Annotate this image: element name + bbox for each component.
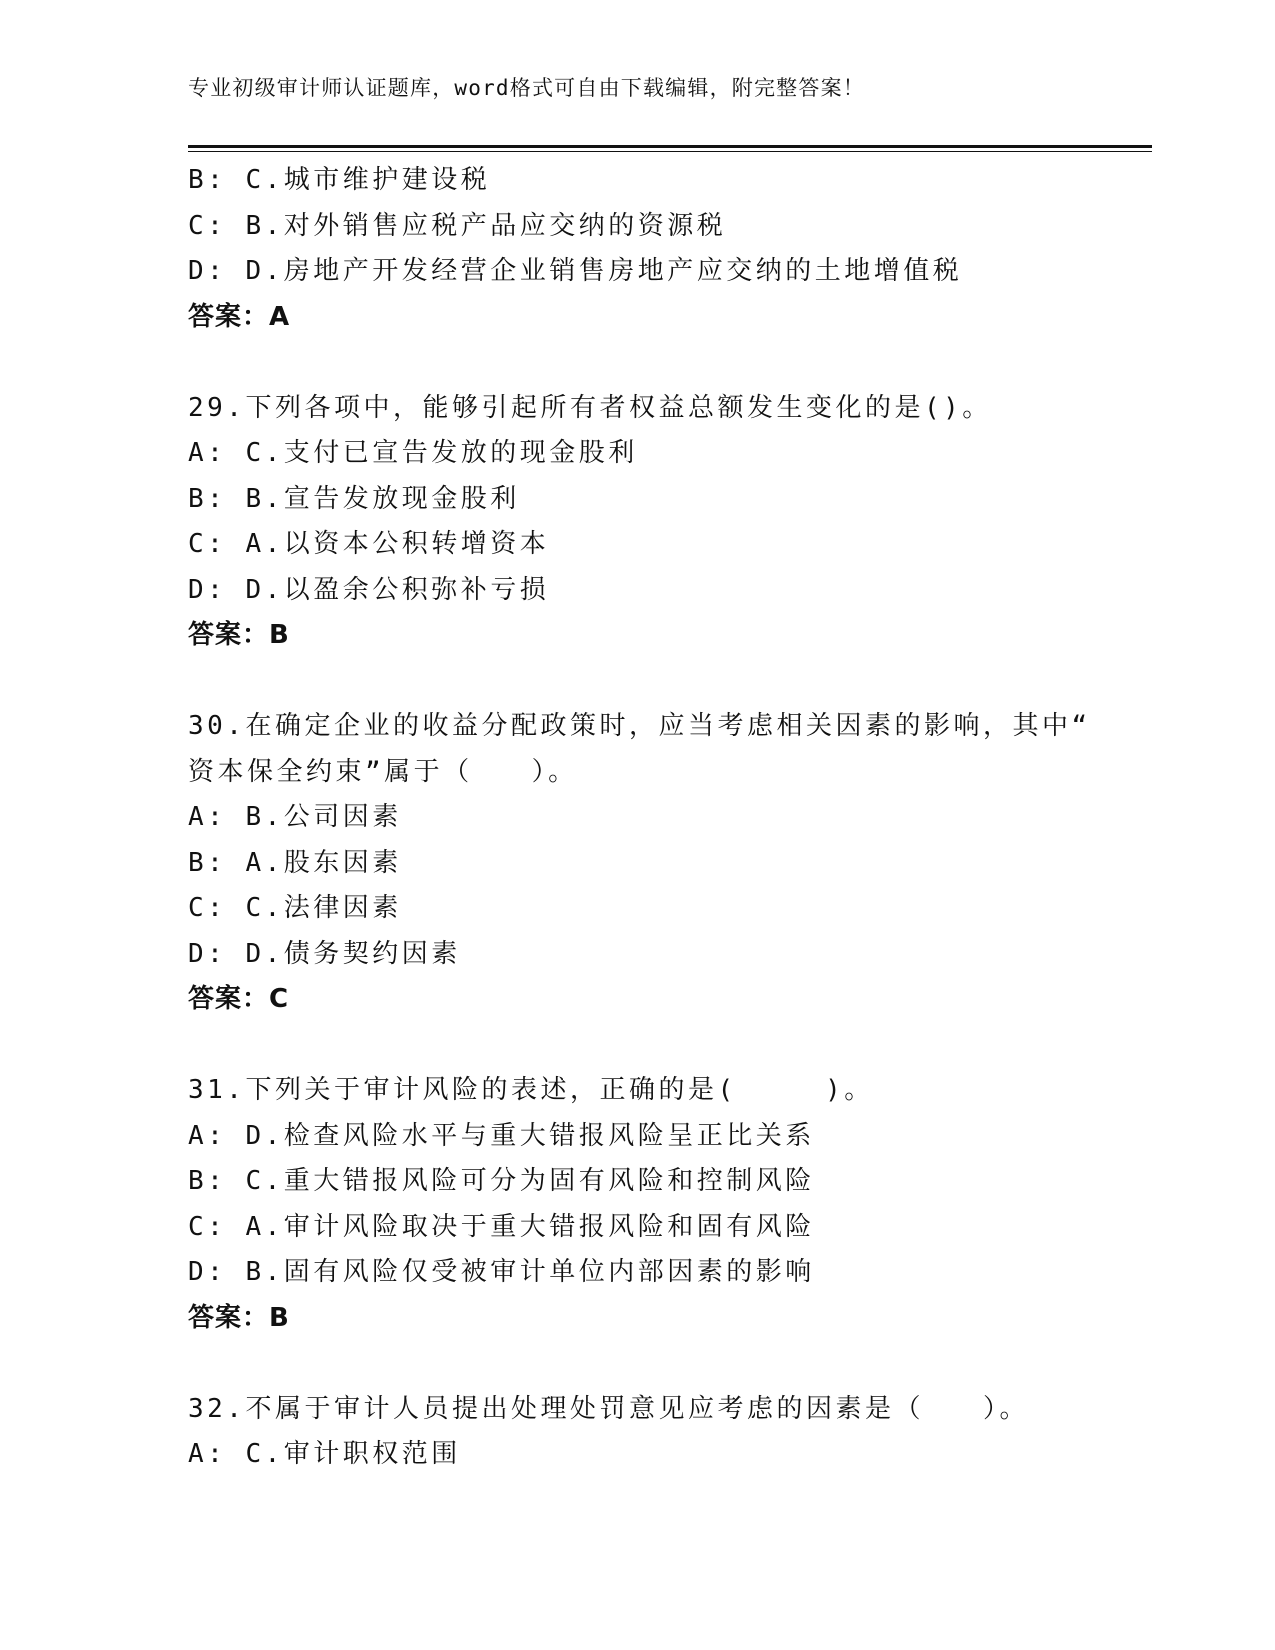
option-c: C: C.法律因素	[188, 893, 402, 923]
prev-question-block	[188, 158, 1152, 340]
option-d: D: B.固有风险仅受被审计单位内部因素的影响	[188, 1257, 815, 1287]
question-31	[188, 1068, 1152, 1341]
page-header: 专业初级审计师认证题库，word格式可自由下载编辑，附完整答案！	[188, 76, 865, 100]
document-body	[188, 158, 1152, 1478]
answer-line: 答案：A	[188, 301, 291, 332]
option-c: C: A.审计风险取决于重大错报风险和固有风险	[188, 1211, 815, 1242]
answer-line: 答案：B	[188, 620, 290, 650]
option-d: D: D.房地产开发经营企业销售房地产应交纳的土地增值税	[188, 256, 963, 286]
question-stem-line-2: 资本保全约束”属于（ ）。	[188, 756, 578, 787]
option-b: B: B.宣告发放现金股利	[188, 483, 520, 514]
question-32	[188, 1387, 1152, 1478]
option-b: B: C.重大错报风险可分为固有风险和控制风险	[188, 1166, 815, 1196]
question-stem: 29.下列各项中，能够引起所有者权益总额发生变化的是()。	[188, 392, 992, 423]
answer-line: 答案：B	[188, 1302, 290, 1333]
option-c: C: A.以资本公积转增资本	[188, 529, 550, 559]
option-b: B: C.城市维护建设税	[188, 165, 491, 195]
option-a: A: D.检查风险水平与重大错报风险呈正比关系	[188, 1120, 815, 1151]
question-stem: 31.下列关于审计风险的表述，正确的是( )。	[188, 1075, 874, 1105]
answer-line: 答案：C	[188, 984, 290, 1014]
option-d: D: D.以盈余公积弥补亏损	[188, 574, 550, 605]
question-stem-line-1: 30.在确定企业的收益分配政策时，应当考虑相关因素的影响，其中“	[188, 711, 1091, 741]
option-a: A: C.审计职权范围	[188, 1439, 461, 1469]
header-rule-thin	[188, 151, 1152, 152]
option-b: B: A.股东因素	[188, 847, 402, 878]
option-d: D: D.债务契约因素	[188, 938, 461, 969]
option-c: C: B.对外销售应税产品应交纳的资源税	[188, 210, 727, 241]
option-a: A: B.公司因素	[188, 802, 402, 832]
header-rule-thick	[188, 145, 1152, 148]
question-29	[188, 386, 1152, 659]
option-a: A: C.支付已宣告发放的现金股利	[188, 438, 638, 468]
question-30	[188, 704, 1152, 1023]
question-stem: 32.不属于审计人员提出处理处罚意见应考虑的因素是（ ）。	[188, 1393, 1029, 1424]
